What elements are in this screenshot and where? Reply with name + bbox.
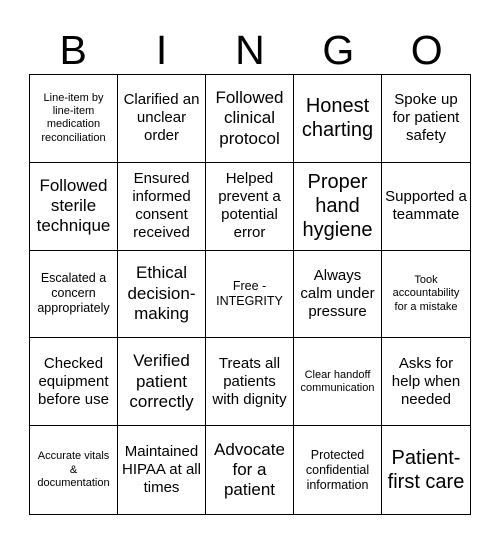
cell-label: Accurate vitals & documentation — [37, 450, 110, 489]
header-letter-o: O — [410, 26, 443, 73]
bingo-cell[interactable] — [382, 75, 470, 163]
bingo-cell[interactable] — [206, 75, 294, 163]
cell-label: Followed sterile technique — [36, 175, 111, 236]
bingo-cell[interactable] — [294, 338, 382, 426]
cell-label: Escalated a concern appropriately — [37, 271, 110, 316]
cell-label: Verified patient correctly — [129, 351, 194, 411]
cell-label: Followed clinical protocol — [215, 87, 284, 148]
bingo-cell[interactable] — [382, 338, 470, 426]
cell-label: Took accountability for a mistake — [392, 274, 460, 313]
cell-label: Clear handoff communication — [300, 368, 375, 394]
bingo-cell[interactable] — [382, 163, 470, 251]
cell-label: Maintained HIPAA at all times — [122, 443, 201, 497]
header-letter-g: G — [322, 26, 355, 73]
bingo-cell[interactable] — [30, 338, 118, 426]
free-space-label: Free - INTEGRITY — [216, 278, 283, 308]
bingo-board — [29, 74, 471, 515]
bingo-cell[interactable] — [30, 163, 118, 251]
bingo-cell[interactable] — [118, 251, 206, 339]
header-letter-i: I — [155, 26, 168, 73]
cell-label: Always calm under pressure — [300, 266, 375, 320]
header-letter-n: N — [235, 26, 265, 73]
bingo-cell[interactable] — [294, 426, 382, 514]
cell-label: Asks for help when needed — [391, 354, 461, 408]
cell-label: Protected confidential information — [305, 447, 370, 492]
cell-label: Honest charting — [301, 95, 374, 142]
bingo-cell[interactable] — [30, 75, 118, 163]
bingo-cell[interactable] — [118, 426, 206, 514]
cell-label: Patient-first care — [387, 447, 465, 494]
header-letter-b: B — [59, 26, 87, 73]
cell-label: Proper hand hygiene — [302, 171, 373, 242]
bingo-cell[interactable] — [294, 75, 382, 163]
cell-label: Supported a teammate — [385, 188, 467, 224]
bingo-header — [29, 26, 471, 74]
bingo-cell[interactable] — [30, 426, 118, 514]
bingo-cell[interactable] — [382, 251, 470, 339]
bingo-cell[interactable] — [206, 163, 294, 251]
bingo-cell[interactable] — [206, 338, 294, 426]
cell-label: Ensured informed consent received — [132, 170, 191, 242]
bingo-cell[interactable] — [30, 251, 118, 339]
bingo-cell[interactable] — [382, 426, 470, 514]
cell-label: Treats all patients with dignity — [212, 354, 287, 408]
bingo-cell[interactable] — [118, 163, 206, 251]
cell-label: Clarified an unclear order — [123, 91, 200, 145]
cell-label: Spoke up for patient safety — [392, 91, 460, 145]
bingo-cell[interactable] — [294, 163, 382, 251]
bingo-cell-free[interactable] — [206, 251, 294, 339]
bingo-cell[interactable] — [118, 75, 206, 163]
cell-label: Ethical decision-making — [127, 263, 196, 324]
cell-label: Line-item by line-item medication reconciliation — [41, 92, 106, 144]
bingo-cell[interactable] — [294, 251, 382, 339]
cell-label: Helped prevent a potential error — [218, 170, 281, 242]
cell-label: Advocate for a patient — [214, 439, 285, 500]
cell-label: Checked equipment before use — [38, 354, 109, 408]
bingo-cell[interactable] — [206, 426, 294, 514]
bingo-cell[interactable] — [118, 338, 206, 426]
